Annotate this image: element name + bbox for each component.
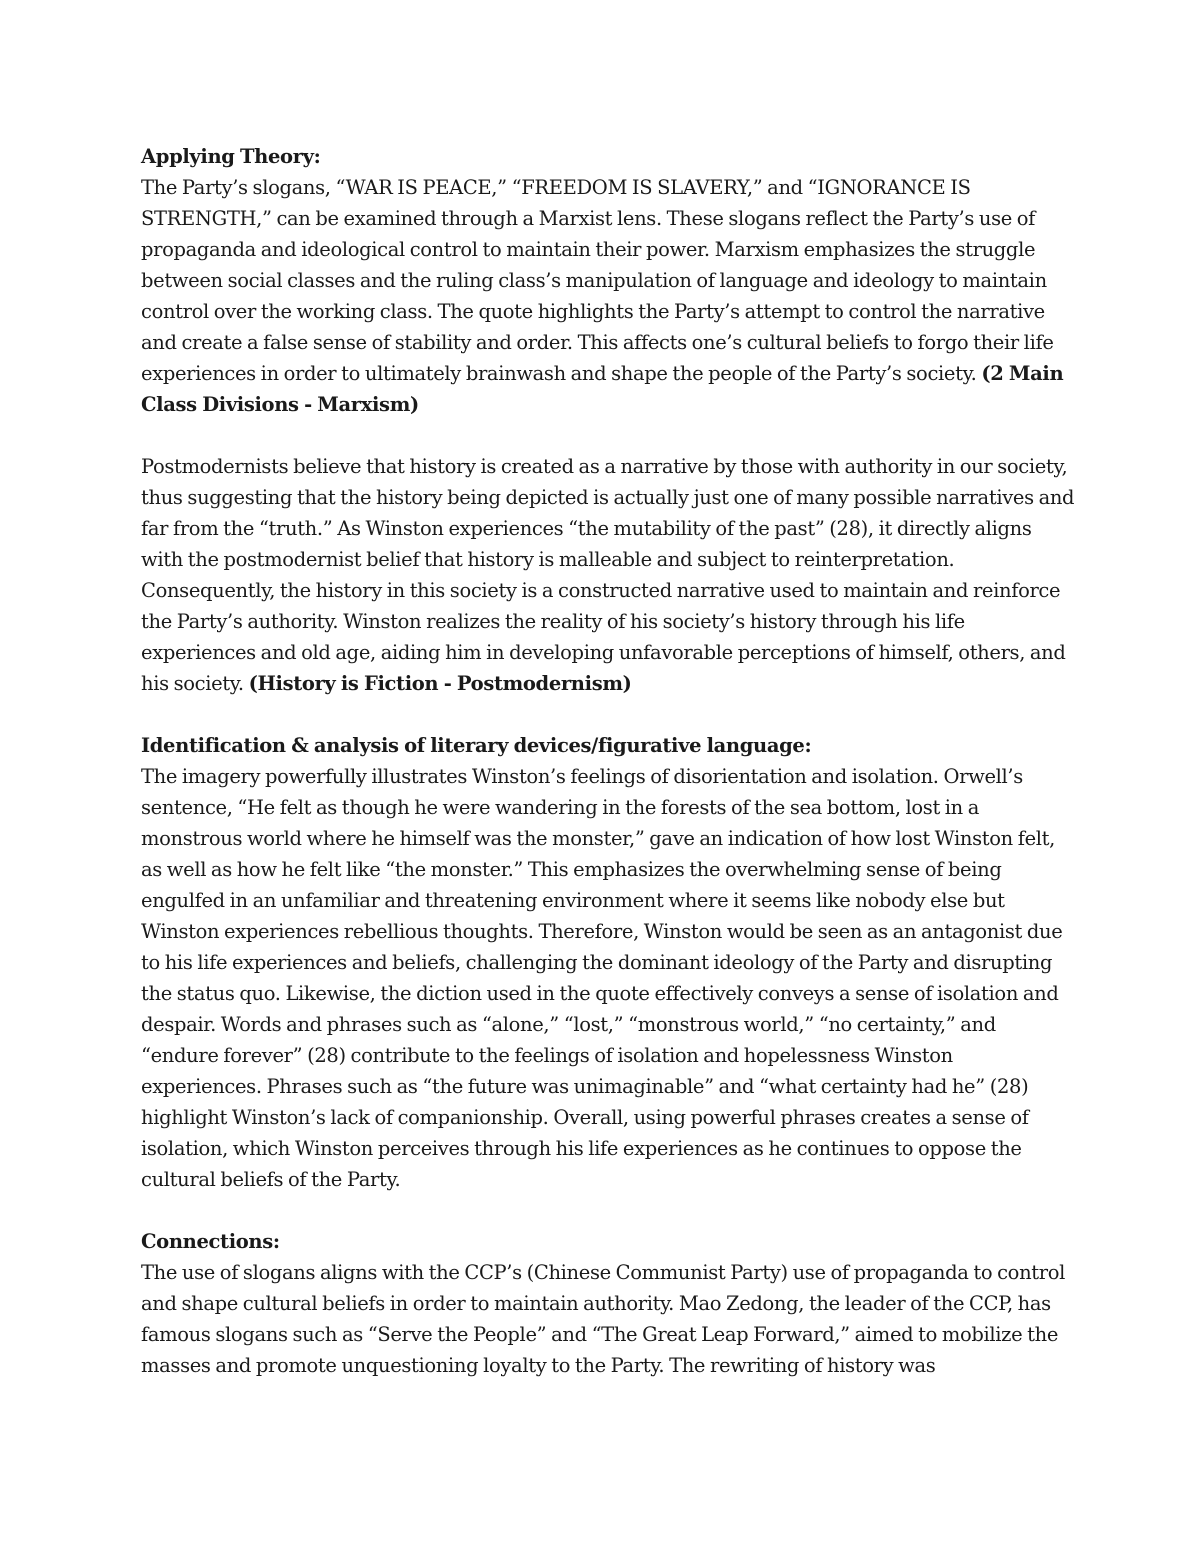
paragraph-tag: (History is Fiction - Postmodernism): [248, 672, 632, 695]
paragraph: [141, 761, 1076, 1195]
section-heading: Connections:: [141, 1230, 280, 1253]
section-connections: [141, 1226, 1076, 1381]
section-applying-theory: [141, 141, 1076, 420]
paragraph-text: Postmodernists believe that history is created as a narrative by those with authority in our society, thus suggesting that the history being depicted is actually just one of many possible narratives and far from the “truth.” As Winston experiences “the mutability of the past” (28), it directly aligns with the postmodernist belief that history is malleable and subject to reinterpretation. Consequently, the history in this society is a constructed narrative used to maintain and reinforce the Party’s authority. Winston realizes the reality of his society’s history through his life experiences and old age, aiding him in developing unfavorable perceptions of himself, others, and his society.: [141, 455, 1075, 695]
paragraph-text: The Party’s slogans, “WAR IS PEACE,” “FREEDOM IS SLAVERY,” and “IGNORANCE IS STRENGTH,” can be examined through a Marxist lens. These slogans reflect the Party’s use of propaganda and ideological control to maintain their power. Marxism emphasizes the struggle between social classes and the ruling class’s manipulation of language and ideology to maintain control over the working class. The quote highlights the Party’s attempt to control the narrative and create a false sense of stability and order. This affects one’s cultural beliefs to forgo their life experiences in order to ultimately brainwash and shape the people of the Party’s society.: [141, 176, 1054, 385]
paragraph-text: The use of slogans aligns with the CCP’s (Chinese Communist Party) use of propaganda to control and shape cultural beliefs in order to maintain authority. Mao Zedong, the leader of the CCP, has famous slogans such as “Serve the People” and “The Great Leap Forward,” aimed to mobilize the masses and promote unquestioning loyalty to the Party. The rewriting of history was: [141, 1261, 1066, 1377]
document-body: [141, 141, 1076, 1381]
section-postmodernism: [141, 451, 1076, 699]
paragraph: [141, 451, 1076, 699]
section-literary-devices: [141, 730, 1076, 1195]
paragraph-text: The imagery powerfully illustrates Winston’s feelings of disorientation and isolation. Orwell’s sentence, “He felt as though he were wandering in the forests of the sea bottom, lost in a monstrous world where he himself was the monster,” gave an indication of how lost Winston felt, as well as how he felt like “the monster.” This emphasizes the overwhelming sense of being engulfed in an unfamiliar and threatening environment where it seems like nobody else but Winston experiences rebellious thoughts. Therefore, Winston would be seen as an antagonist due to his life experiences and beliefs, challenging the dominant ideology of the Party and disrupting the status quo. Likewise, the diction used in the quote effectively conveys a sense of isolation and despair. Words and phrases such as “alone,” “lost,” “monstrous world,” “no certainty,” and “endure forever” (28) contribute to the feelings of isolation and hopelessness Winston experiences. Phrases such as “the future was unimaginable” and “what certainty had he” (28) highlight Winston’s lack of companionship. Overall, using powerful phrases creates a sense of isolation, which Winston perceives through his life experiences as he continues to oppose the cultural beliefs of the Party.: [141, 765, 1063, 1191]
section-heading: Identification & analysis of literary devices/figurative language:: [141, 734, 812, 757]
section-heading: Applying Theory:: [141, 145, 321, 168]
paragraph: [141, 1257, 1076, 1381]
paragraph-tag: (2 Main Class Divisions - Marxism): [141, 362, 1064, 416]
paragraph: [141, 172, 1076, 420]
